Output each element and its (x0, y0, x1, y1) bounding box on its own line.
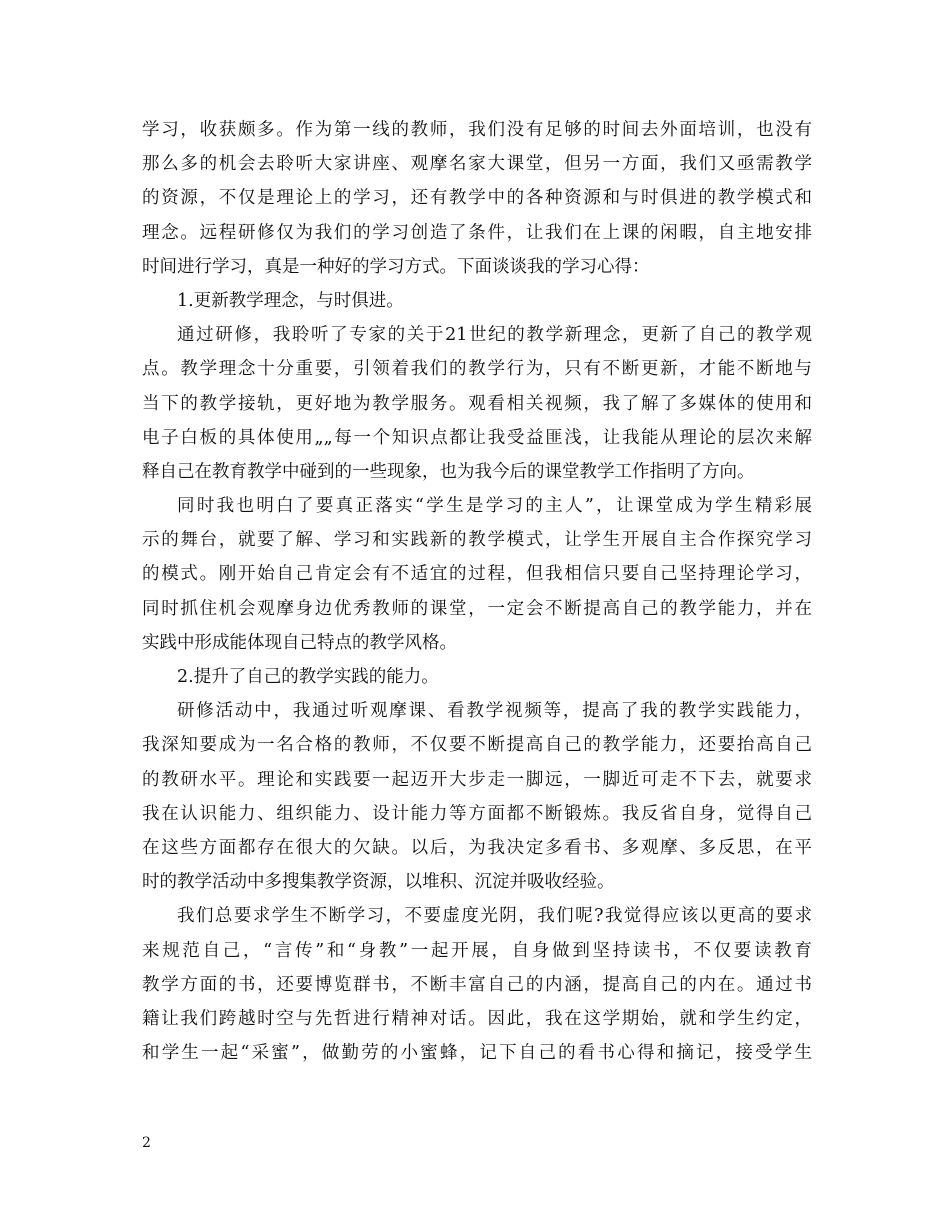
text-line: 时的教学活动中多搜集教学资源，以堆积、沉淀并吸收经验。 (142, 872, 615, 893)
text-line: 的资源，不仅是理论上的学习，还有教学中的各种资源和与时俱进的教学模式和 (142, 188, 812, 209)
text-line: 当下的教学接轨，更好地为教学服务。观看相关视频，我了解了多媒体的使用和 (142, 393, 812, 414)
text-line: 2.提升了自己的教学实践的能力。 (177, 667, 439, 687)
text-line: 电子白板的具体使用„„每一个知识点都让我受益匪浅，让我能从理论的层次来解 (142, 427, 812, 448)
text-line: 学习，收获颇多。作为第一线的教师，我们没有足够的时间去外面培训，也没有 (142, 120, 812, 140)
text-line: 实践中形成能体现自己特点的教学风格。 (142, 632, 457, 653)
text-line: 同时抓住机会观摩身边优秀教师的课堂，一定会不断提高自己的教学能力，并在 (142, 598, 812, 619)
text-line: 点。教学理念十分重要，引领着我们的教学行为，只有不断更新，才能不断地与 (142, 359, 812, 380)
text-line: 同时我也明白了要真正落实“学生是学习的主人”，让课堂成为学生精彩展 (177, 496, 812, 517)
text-line: 理念。远程研修仅为我们的学习创造了条件，让我们在上课的闲暇，自主地安排 (142, 222, 812, 243)
text-line: 在这些方面都存在很大的欠缺。以后，为我决定多看书、多观摩、多反思，在平 (142, 837, 812, 858)
text-line: 通过研修，我聆听了专家的关于21世纪的教学新理念，更新了自己的教学观 (177, 325, 812, 346)
text-line: 1.更新教学理念，与时俱进。 (177, 290, 404, 311)
text-line: 我在认识能力、组织能力、设计能力等方面都不断锻炼。我反省自身，觉得自己 (142, 803, 812, 824)
text-line: 的模式。刚开始自己肯定会有不适宜的过程，但我相信只要自己坚持理论学习， (142, 564, 812, 585)
document-body (142, 113, 812, 1070)
text-line: 我深知要成为一名合格的教师，不仅要不断提高自己的教学能力，还要抬高自己 (142, 735, 812, 756)
text-line: 释自己在教育教学中碰到的一些现象，也为我今后的课堂教学工作指明了方向。 (142, 461, 755, 482)
text-line: 教学方面的书，还要博览群书，不断丰富自己的内涵，提高自己的内在。通过书 (142, 974, 812, 995)
text-line: 籍让我们跨越时空与先哲进行精神对话。因此，我在这学期始，就和学生约定， (142, 1008, 812, 1029)
text-line: 研修活动中，我通过听观摩课、看教学视频等，提高了我的教学实践能力， (177, 701, 812, 722)
text-line: 那么多的机会去聆听大家讲座、观摩名家大课堂，但另一方面，我们又亟需教学 (142, 154, 812, 175)
text-line: 时间进行学习，真是一种好的学习方式。下面谈谈我的学习心得： (142, 256, 650, 277)
text-line: 示的舞台，就要了解、学习和实践新的教学模式，让学生开展自主合作探究学习 (142, 530, 812, 551)
text-line: 和学生一起“采蜜”，做勤劳的小蜜蜂，记下自己的看书心得和摘记，接受学生 (142, 1043, 812, 1064)
text-line: 我们总要求学生不断学习，不要虚度光阴，我们呢?我觉得应该以更高的要求 (177, 906, 812, 927)
text-line: 的教研水平。理论和实践要一起迈开大步走一脚远，一脚近可走不下去，就要求 (142, 769, 812, 790)
text-line: 来规范自己，“言传”和“身教”一起开展，自身做到坚持读书，不仅要读教育 (142, 940, 812, 961)
page-number: 2 (142, 1135, 151, 1151)
